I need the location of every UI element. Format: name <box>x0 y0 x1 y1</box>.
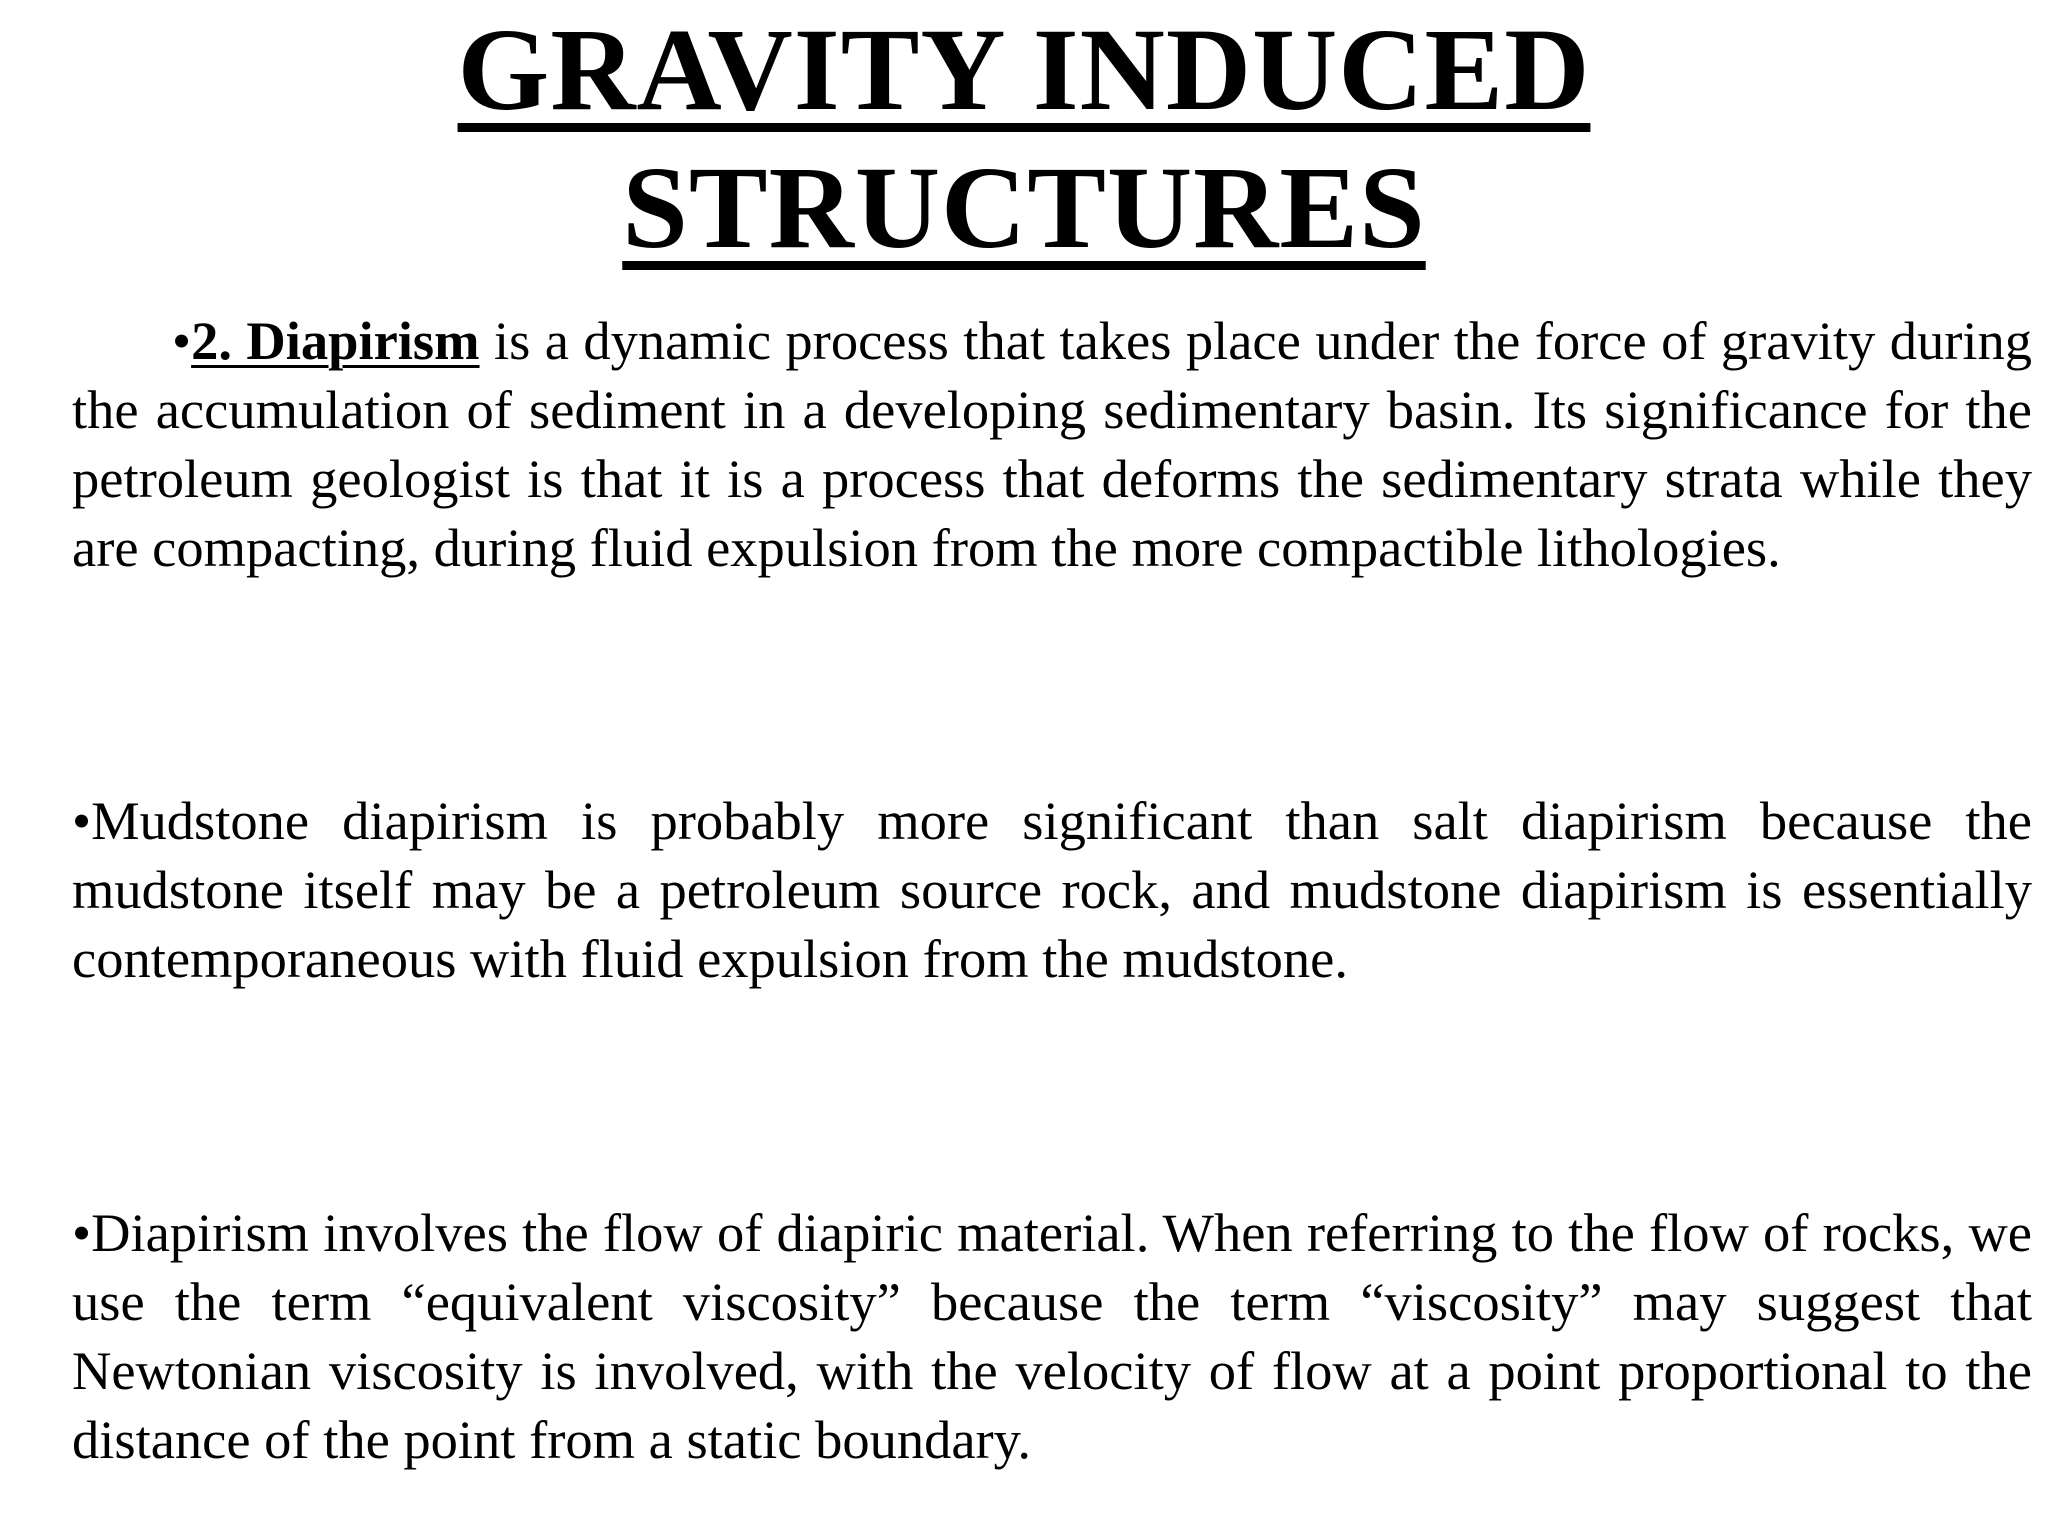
bullet: • <box>172 310 192 371</box>
term-diapirism: 2. Diapirism <box>191 310 480 371</box>
title-line-2: STRUCTURES <box>622 142 1426 273</box>
bullet: • <box>72 1202 92 1263</box>
bullet: • <box>72 790 92 851</box>
paragraph-text: Diapirism involves the flow of diapiric material. When referring to the flow of rocks, we use the term “equivalent viscosity” because the term “viscosity” may suggest that Newtonian viscosity is involved, with the velocity of flow at a point proportional to the distance of the point from a static boundary. <box>72 1202 2032 1470</box>
paragraph-text: Mudstone diapirism is probably more significant than salt diapirism because the mudstone itself may be a petroleum source rock, and mudstone diapirism is essentially contemporaneous with fluid expulsion from the mudstone. <box>72 790 2032 989</box>
paragraph-text: is a dynamic process that takes place under the force of gravity during the accumulation of sediment in a developing sedimentary basin. Its significance for the petroleum geologist is that it is a process that deforms the sedimentary strata while they are compacting, during fluid expulsion from the more compactible lithologies. <box>72 310 2032 578</box>
paragraph-diapirism-definition <box>72 306 2032 582</box>
slide-title <box>0 4 2048 280</box>
paragraph-mudstone-diapirism <box>72 786 2032 993</box>
paragraph-equivalent-viscosity <box>72 1198 2032 1474</box>
title-line-1: GRAVITY INDUCED <box>457 4 1591 135</box>
